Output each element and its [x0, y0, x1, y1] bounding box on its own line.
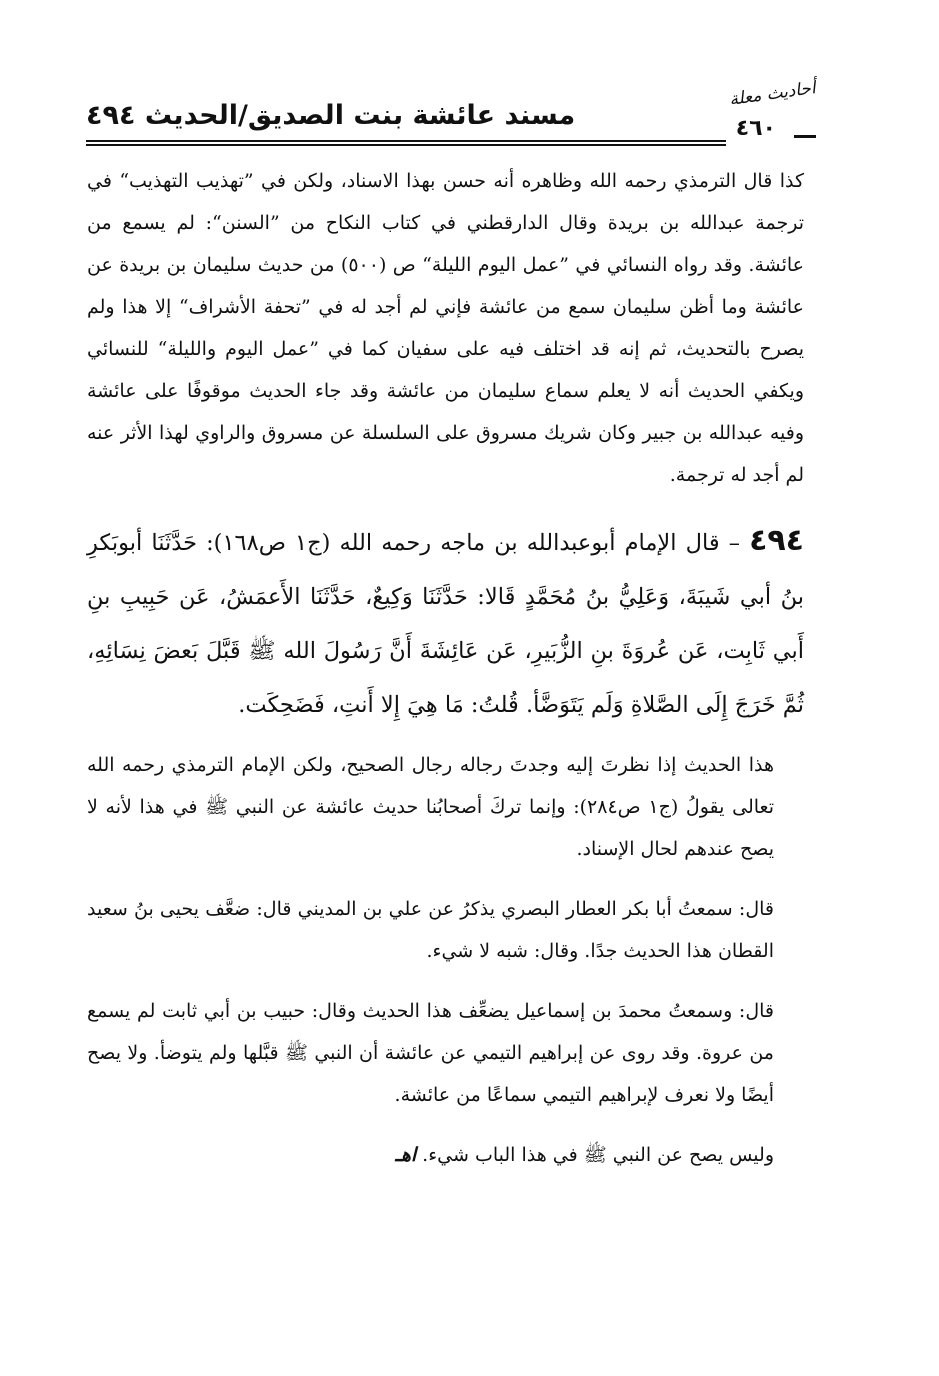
salawat-symbol: ﷺ	[284, 1042, 308, 1064]
commentary-paragraph-3	[87, 990, 804, 1116]
commentary-3-part-a: قال: وسمعتُ محمدَ بن إسماعيل يضعِّف هذا الحديث وقال: حبيب بن أبي ثابت لم يسمع من عروة. وقد روى عن إبراهيم التيمي عن عائشة أن النبي	[87, 1000, 774, 1064]
commentary-4-part-b: في هذا الباب شيء.	[422, 1144, 578, 1166]
end-mark: اهـ	[395, 1144, 417, 1166]
handwritten-mark: أحاديث معلة	[728, 78, 817, 110]
footnote-paragraph: كذا قال الترمذي رحمه الله وظاهره أنه حسن بهذا الاسناد، ولكن في ”تهذيب التهذيب“ في ترجمة عبدالله بن بريدة وقال الدارقطني في كتاب النكاح من ”السنن“: لم يسمع من عائشة. وقد رواه النسائي في ”عمل اليوم الليلة“ ص (٥٠٠) من حديث سليمان بن بريدة عن عائشة وما أظن سليمان سمع من عائشة فإني لم أجد له في ”تحفة الأشراف“ إلا هذا ولم يصرح بالتحديث، ثم إنه قد اختلف فيه على سفيان كما في ”عمل اليوم والليلة“ للنسائي ويكفي الحديث أنه لا يعلم سماع سليمان من عائشة وقد جاء الحديث موقوفًا على عائشة وفيه عبدالله بن جبير وكان شريك مسروق على السلسلة عن مسروق والراوي لهذا الأثر عنه لم أجد له ترجمة.	[87, 170, 804, 486]
commentary-paragraph-4	[87, 1134, 804, 1176]
hadith-dash: –	[728, 530, 740, 556]
commentary-paragraph-2: قال: سمعتُ أبا بكر العطار البصري يذكرُ عن علي بن المديني قال: ضعَّف يحيى بنُ سعيد القطان هذا الحديث جدًا. وقال: شبه لا شيء.	[87, 898, 774, 962]
running-title: مسند عائشة بنت الصديق/الحديث ٤٩٤	[86, 100, 576, 131]
hadith-text-part-a: قال الإمام أبوعبدالله بن ماجه رحمه الله (ج١ ص١٦٨): حَدَّثَنَا أبوبَكرِ بنُ أبي شَيبَةَ، وَعَلِيُّ بنُ مُحَمَّدٍ قَالا: حَدَّثَنَا وَكِيعٌ، حَدَّثَنَا الأَعمَشُ، عَن حَبِيبِ بنِ أَبي ثَابِت، عَن عُروَةَ بنِ الزُّبَيرِ، عَن عَائِشَةَ أَنَّ رَسُولَ الله	[87, 530, 805, 664]
commentary-1-part-a: هذا الحديث إذا نظرتَ إليه وجدتَ رجاله رجال الصحيح، ولكن الإمام الترمذي رحمه الله تعالى يقولُ (ج١ ص٢٨٤): وإنما تركَ أصحابُنا حديث عائشة عن النبي	[87, 754, 775, 818]
commentary-4-part-a: وليس يصح عن النبي	[612, 1144, 774, 1166]
hadith-494	[87, 514, 804, 732]
salawat-symbol: ﷺ	[205, 796, 229, 818]
hadith-text-part-b: قَبَّلَ بَعضَ نِسَائِهِ، ثُمَّ خَرَجَ إِلَى الصَّلاةِ وَلَم يَتَوَضَّأ. قُلتُ: مَا هِيَ إِلا أَنتِ، فَضَحِكَت.	[87, 638, 804, 718]
hadith-number: ٤٩٤	[749, 523, 804, 558]
page-number-dash	[794, 135, 816, 138]
commentary-paragraph-1	[87, 744, 804, 870]
commentary-1-part-b: في هذا لأنه لا يصح عندهم لحال الإسناد.	[87, 796, 774, 860]
salawat-symbol: ﷺ	[248, 638, 276, 664]
page-content	[87, 160, 804, 1194]
header-rule-top	[86, 140, 726, 142]
salawat-symbol: ﷺ	[583, 1144, 607, 1166]
commentary-3-part-b: قبَّلها ولم يتوضأ. ولا يصح أيضًا ولا نعرف لإبراهيم التيمي سماعًا من عائشة.	[87, 1042, 774, 1106]
page-header	[86, 78, 816, 158]
page-number: ٤٦٠	[735, 116, 776, 141]
header-rule-bottom	[86, 144, 726, 146]
